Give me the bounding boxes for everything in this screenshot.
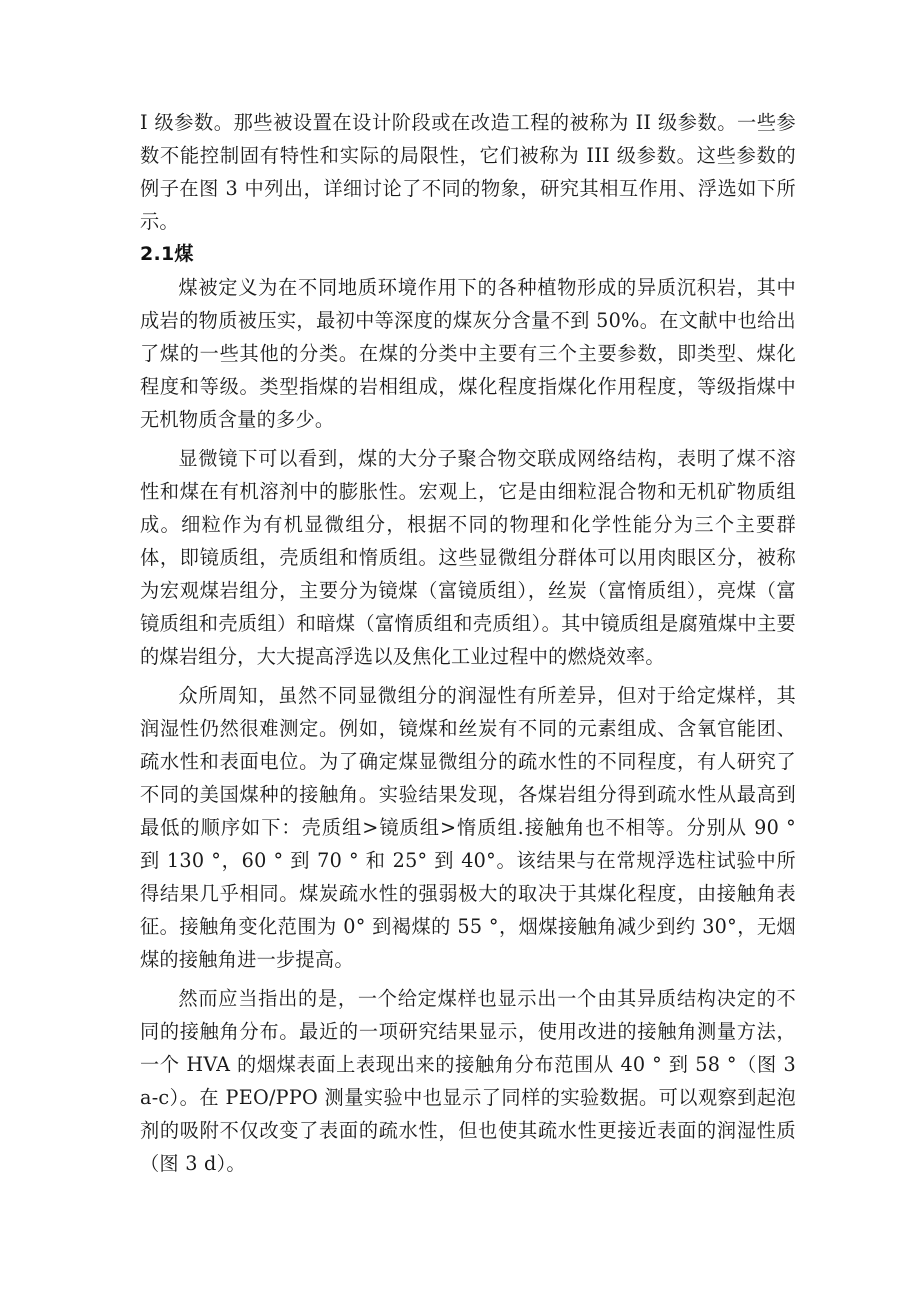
intro-paragraph: I 级参数。那些被设置在设计阶段或在改造工程的被称为 II 级参数。一些参数不能控制固有特性和实际的局限性，它们被称为 III 级参数。这些参数的例子在图 3 中列出，详细讨论了不同的物象，研究其相互作用、浮选如下所示。 — [140, 111, 796, 233]
body-paragraph-coal-definition: 煤被定义为在不同地质环境作用下的各种植物形成的异质沉积岩，其中成岩的物质被压实，最初中等深度的煤灰分含量不到 50%。在文献中也给出了煤的一些其他的分类。在煤的分类中主要有三个主要参数，即类型、煤化程度和等级。类型指煤的岩相组成，煤化程度指煤化作用程度，等级指煤中无机物质含量的多少。 — [140, 276, 796, 431]
body-paragraph-wettability: 众所周知，虽然不同显微组分的润湿性有所差异，但对于给定煤样，其润湿性仍然很难测定。例如，镜煤和丝炭有不同的元素组成、含氧官能团、疏水性和表面电位。为了确定煤显微组分的疏水性的不同程度，有人研究了不同的美国煤种的接触角。实验结果发现，各煤岩组分得到疏水性从最高到最低的顺序如下：壳质组>镜质组>惰质组.接触角也不相等。分别从 90 ° 到 130 °，60 ° 到 70 ° 和 25° 到 40°。该结果与在常规浮选柱试验中所得结果几乎相同。煤炭疏水性的强弱极大的取决于其煤化程度，由接触角表征。接触角变化范围为 0° 到褐煤的 55 °，烟煤接触角减少到约 30°，无烟煤的接触角进一步提高。 — [140, 684, 796, 971]
body-paragraph-contact-angle: 然而应当指出的是，一个给定煤样也显示出一个由其异质结构决定的不同的接触角分布。最近的一项研究结果显示，使用改进的接触角测量方法，一个 HVA 的烟煤表面上表现出来的接触角分布范围从 40 ° 到 58 °（图 3 a-c）。在 PEO/PPO 测量实验中也显示了同样的实验数据。可以观察到起泡剂的吸附不仅改变了表面的疏水性，但也使其疏水性更接近表面的润湿性质（图 3 d）。 — [140, 987, 796, 1175]
section-heading: 2.1煤 — [140, 243, 194, 265]
body-paragraph-microscopy: 显微镜下可以看到，煤的大分子聚合物交联成网络结构，表明了煤不溶性和煤在有机溶剂中的膨胀性。宏观上，它是由细粒混合物和无机矿物质组成。细粒作为有机显微组分，根据不同的物理和化学性能分为三个主要群体，即镜质组，壳质组和惰质组。这些显微组分群体可以用肉眼区分，被称为宏观煤岩组分，主要分为镜煤（富镜质组），丝炭（富惰质组），亮煤（富镜质组和壳质组）和暗煤（富惰质组和壳质组）。其中镜质组是腐殖煤中主要的煤岩组分，大大提高浮选以及焦化工业过程中的燃烧效率。 — [140, 447, 796, 668]
document-body — [140, 106, 796, 1180]
